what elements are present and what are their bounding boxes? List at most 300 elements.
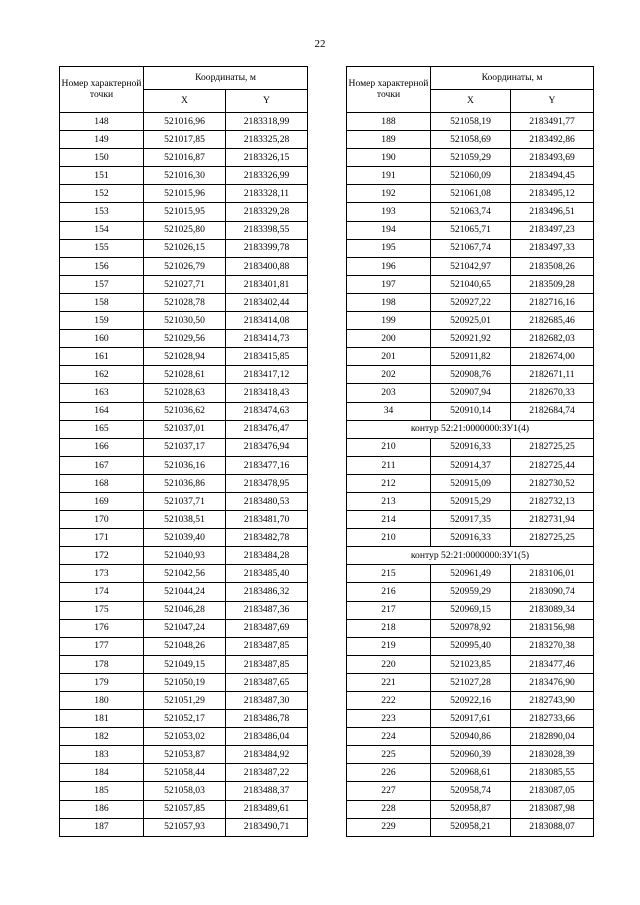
point-number-cell: 212 [347,474,431,492]
point-number-cell: 225 [347,746,431,764]
point-number-cell: 181 [60,710,144,728]
y-coordinate-cell: 2183486,04 [226,728,308,746]
table-row [347,293,594,311]
table-row [347,257,594,275]
point-number-cell: 160 [60,330,144,348]
point-number-cell: 210 [347,529,431,547]
table-body [347,113,594,837]
y-coordinate-cell: 2183477,16 [226,456,308,474]
y-coordinate-cell: 2183270,38 [511,637,594,655]
point-number-cell: 155 [60,239,144,257]
point-number-cell: 229 [347,818,431,836]
y-coordinate-cell: 2183476,90 [511,673,594,691]
table-row [347,167,594,185]
x-coordinate-cell: 520940,86 [431,728,511,746]
y-coordinate-cell: 2183487,85 [226,637,308,655]
x-coordinate-cell: 520958,87 [431,800,511,818]
y-coordinate-cell: 2183488,37 [226,782,308,800]
point-number-cell: 163 [60,384,144,402]
y-coordinate-cell: 2182716,16 [511,293,594,311]
table-row [60,330,308,348]
point-number-cell: 227 [347,782,431,800]
x-header: X [431,90,511,113]
point-number-cell: 216 [347,583,431,601]
table-row [347,601,594,619]
table-row [60,782,308,800]
point-number-cell: 188 [347,113,431,131]
point-number-cell: 179 [60,673,144,691]
table-row [347,384,594,402]
x-coordinate-cell: 521030,50 [144,312,226,330]
point-number-cell: 182 [60,728,144,746]
y-coordinate-cell: 2183414,73 [226,330,308,348]
y-coordinate-cell: 2183478,95 [226,474,308,492]
table-row [60,692,308,710]
y-coordinate-cell: 2183106,01 [511,565,594,583]
x-coordinate-cell: 521050,19 [144,673,226,691]
point-number-cell: 226 [347,764,431,782]
point-number-cell: 149 [60,131,144,149]
table-row [60,637,308,655]
table-row [60,492,308,510]
table-row [60,312,308,330]
table-row [347,203,594,221]
table-row [60,203,308,221]
table-row [347,710,594,728]
table-row [60,601,308,619]
y-coordinate-cell: 2183497,23 [511,221,594,239]
y-coordinate-cell: 2183486,32 [226,583,308,601]
x-coordinate-cell: 520911,82 [431,348,511,366]
point-number-cell: 185 [60,782,144,800]
table-row [60,474,308,492]
table-row [347,692,594,710]
y-coordinate-cell: 2183482,78 [226,529,308,547]
coordinates-table-left [59,66,308,837]
x-coordinate-cell: 521026,79 [144,257,226,275]
y-header: Y [511,90,594,113]
point-number-cell: 193 [347,203,431,221]
table-row [60,710,308,728]
y-coordinate-cell: 2183485,40 [226,565,308,583]
table-row [60,746,308,764]
table-row [60,529,308,547]
x-coordinate-cell: 520914,37 [431,456,511,474]
table-row [347,673,594,691]
page-number: 22 [314,38,326,50]
y-coordinate-cell: 2183487,85 [226,655,308,673]
point-number-cell: 222 [347,692,431,710]
x-coordinate-cell: 520915,29 [431,492,511,510]
point-number-cell: 183 [60,746,144,764]
y-coordinate-cell: 2182725,25 [511,529,594,547]
contour-row [347,420,594,438]
table-row [60,384,308,402]
table-row [347,402,594,420]
x-coordinate-cell: 521027,28 [431,673,511,691]
x-coordinate-cell: 521027,71 [144,275,226,293]
table-row [60,221,308,239]
table-row [347,366,594,384]
x-coordinate-cell: 521042,56 [144,565,226,583]
table-row [60,149,308,167]
point-number-cell: 199 [347,312,431,330]
table-row [60,293,308,311]
table-row [347,492,594,510]
y-coordinate-cell: 2183487,65 [226,673,308,691]
point-number-header: Номер характерной точки [60,67,144,113]
x-coordinate-cell: 520922,16 [431,692,511,710]
y-coordinate-cell: 2183156,98 [511,619,594,637]
table-row [347,782,594,800]
x-coordinate-cell: 521059,29 [431,149,511,167]
point-number-cell: 203 [347,384,431,402]
table-row [347,746,594,764]
x-coordinate-cell: 521026,15 [144,239,226,257]
point-number-cell: 224 [347,728,431,746]
y-coordinate-cell: 2183328,11 [226,185,308,203]
x-coordinate-cell: 520978,92 [431,619,511,637]
table-row [347,474,594,492]
y-coordinate-cell: 2183326,15 [226,149,308,167]
table-row [347,149,594,167]
x-coordinate-cell: 520917,35 [431,511,511,529]
table-row [347,113,594,131]
x-coordinate-cell: 521025,80 [144,221,226,239]
point-number-cell: 202 [347,366,431,384]
coordinates-header: Координаты, м [144,67,308,90]
table-row [347,456,594,474]
x-coordinate-cell: 520995,40 [431,637,511,655]
x-coordinate-cell: 520916,33 [431,529,511,547]
x-coordinate-cell: 521037,17 [144,438,226,456]
point-number-cell: 215 [347,565,431,583]
table-row [60,420,308,438]
point-number-cell: 171 [60,529,144,547]
x-coordinate-cell: 521052,17 [144,710,226,728]
table-row [60,655,308,673]
y-coordinate-cell: 2183087,98 [511,800,594,818]
x-coordinate-cell: 521040,65 [431,275,511,293]
point-number-cell: 148 [60,113,144,131]
point-number-cell: 168 [60,474,144,492]
table-row [60,348,308,366]
point-number-cell: 187 [60,818,144,836]
y-coordinate-cell: 2183486,78 [226,710,308,728]
y-coordinate-cell: 2183487,30 [226,692,308,710]
table-row [347,800,594,818]
y-coordinate-cell: 2183481,70 [226,511,308,529]
coordinates-header: Координаты, м [431,67,594,90]
x-coordinate-cell: 521016,96 [144,113,226,131]
point-number-header: Номер характерной точки [347,67,431,113]
y-coordinate-cell: 2183401,81 [226,275,308,293]
x-coordinate-cell: 521028,78 [144,293,226,311]
y-coordinate-cell: 2183402,44 [226,293,308,311]
table-row [60,402,308,420]
table-row [60,511,308,529]
x-coordinate-cell: 521058,69 [431,131,511,149]
x-coordinate-cell: 521037,01 [144,420,226,438]
point-number-cell: 211 [347,456,431,474]
y-coordinate-cell: 2183477,46 [511,655,594,673]
table-row [347,239,594,257]
x-coordinate-cell: 521057,93 [144,818,226,836]
table-row [60,438,308,456]
x-coordinate-cell: 520959,29 [431,583,511,601]
point-number-cell: 176 [60,619,144,637]
x-coordinate-cell: 521039,40 [144,529,226,547]
point-number-cell: 154 [60,221,144,239]
y-coordinate-cell: 2183326,99 [226,167,308,185]
point-number-cell: 191 [347,167,431,185]
y-coordinate-cell: 2182671,11 [511,366,594,384]
x-coordinate-cell: 521015,96 [144,185,226,203]
x-coordinate-cell: 521067,74 [431,239,511,257]
x-coordinate-cell: 520958,74 [431,782,511,800]
x-coordinate-cell: 521040,93 [144,547,226,565]
point-number-cell: 152 [60,185,144,203]
x-coordinate-cell: 521061,08 [431,185,511,203]
x-coordinate-cell: 520915,09 [431,474,511,492]
x-coordinate-cell: 521057,85 [144,800,226,818]
x-coordinate-cell: 521015,95 [144,203,226,221]
y-coordinate-cell: 2182682,03 [511,330,594,348]
table-row [60,800,308,818]
x-coordinate-cell: 521028,63 [144,384,226,402]
x-coordinate-cell: 521036,62 [144,402,226,420]
x-coordinate-cell: 520961,49 [431,565,511,583]
table-row [347,221,594,239]
point-number-cell: 190 [347,149,431,167]
point-number-cell: 177 [60,637,144,655]
point-number-cell: 167 [60,456,144,474]
table-row [60,764,308,782]
x-coordinate-cell: 521036,86 [144,474,226,492]
point-number-cell: 194 [347,221,431,239]
y-coordinate-cell: 2182674,00 [511,348,594,366]
y-coordinate-cell: 2183480,53 [226,492,308,510]
point-number-cell: 189 [347,131,431,149]
y-coordinate-cell: 2183491,77 [511,113,594,131]
table-row [347,330,594,348]
table-row [60,185,308,203]
x-coordinate-cell: 521060,09 [431,167,511,185]
x-coordinate-cell: 521063,74 [431,203,511,221]
point-number-cell: 162 [60,366,144,384]
table-row [347,312,594,330]
x-coordinate-cell: 520916,33 [431,438,511,456]
y-coordinate-cell: 2183028,39 [511,746,594,764]
table-row [347,348,594,366]
point-number-cell: 184 [60,764,144,782]
y-coordinate-cell: 2182730,52 [511,474,594,492]
y-coordinate-cell: 2183325,28 [226,131,308,149]
x-coordinate-cell: 520925,01 [431,312,511,330]
y-coordinate-cell: 2183493,69 [511,149,594,167]
y-coordinate-cell: 2183089,34 [511,601,594,619]
point-number-cell: 156 [60,257,144,275]
y-coordinate-cell: 2183476,94 [226,438,308,456]
x-coordinate-cell: 521053,02 [144,728,226,746]
y-coordinate-cell: 2183487,69 [226,619,308,637]
table-row [60,131,308,149]
x-coordinate-cell: 521046,28 [144,601,226,619]
contour-label: контур 52:21:0000000:ЗУ1(5) [347,547,594,565]
x-coordinate-cell: 521058,19 [431,113,511,131]
point-number-cell: 153 [60,203,144,221]
y-coordinate-cell: 2183398,55 [226,221,308,239]
table-row [347,529,594,547]
table-row [347,764,594,782]
y-coordinate-cell: 2183087,05 [511,782,594,800]
x-coordinate-cell: 521058,44 [144,764,226,782]
table-row [347,655,594,673]
x-coordinate-cell: 521017,85 [144,131,226,149]
point-number-cell: 223 [347,710,431,728]
x-coordinate-cell: 521028,94 [144,348,226,366]
table-body [60,113,308,837]
table-row [60,583,308,601]
y-coordinate-cell: 2182684,74 [511,402,594,420]
y-coordinate-cell: 2183484,28 [226,547,308,565]
point-number-cell: 180 [60,692,144,710]
point-number-cell: 159 [60,312,144,330]
point-number-cell: 214 [347,511,431,529]
table-row [347,818,594,836]
point-number-cell: 165 [60,420,144,438]
table-row [347,619,594,637]
point-number-cell: 217 [347,601,431,619]
table-row [60,619,308,637]
y-coordinate-cell: 2182670,33 [511,384,594,402]
y-coordinate-cell: 2183088,07 [511,818,594,836]
y-coordinate-cell: 2183474,63 [226,402,308,420]
point-number-cell: 196 [347,257,431,275]
point-number-cell: 192 [347,185,431,203]
y-coordinate-cell: 2182725,44 [511,456,594,474]
y-coordinate-cell: 2183329,28 [226,203,308,221]
y-coordinate-cell: 2183495,12 [511,185,594,203]
point-number-cell: 174 [60,583,144,601]
point-number-cell: 169 [60,492,144,510]
y-coordinate-cell: 2182743,90 [511,692,594,710]
x-coordinate-cell: 521053,87 [144,746,226,764]
y-coordinate-cell: 2182685,46 [511,312,594,330]
contour-label: контур 52:21:0000000:ЗУ1(4) [347,420,594,438]
y-coordinate-cell: 2183085,55 [511,764,594,782]
table-row [347,511,594,529]
table-row [347,131,594,149]
y-header: Y [226,90,308,113]
point-number-cell: 166 [60,438,144,456]
x-coordinate-cell: 520910,14 [431,402,511,420]
x-coordinate-cell: 521047,24 [144,619,226,637]
x-coordinate-cell: 521023,85 [431,655,511,673]
table-row [347,438,594,456]
y-coordinate-cell: 2183509,28 [511,275,594,293]
point-number-cell: 197 [347,275,431,293]
x-coordinate-cell: 521048,26 [144,637,226,655]
point-number-cell: 195 [347,239,431,257]
x-coordinate-cell: 521037,71 [144,492,226,510]
point-number-cell: 150 [60,149,144,167]
table-row [347,275,594,293]
point-number-cell: 161 [60,348,144,366]
y-coordinate-cell: 2183476,47 [226,420,308,438]
y-coordinate-cell: 2183400,88 [226,257,308,275]
x-coordinate-cell: 521051,29 [144,692,226,710]
x-coordinate-cell: 520960,39 [431,746,511,764]
point-number-cell: 173 [60,565,144,583]
y-coordinate-cell: 2182890,04 [511,728,594,746]
table-row [347,185,594,203]
x-coordinate-cell: 521049,15 [144,655,226,673]
y-coordinate-cell: 2183494,45 [511,167,594,185]
y-coordinate-cell: 2183417,12 [226,366,308,384]
y-coordinate-cell: 2183497,33 [511,239,594,257]
point-number-cell: 213 [347,492,431,510]
x-coordinate-cell: 520969,15 [431,601,511,619]
coordinates-table-right [346,66,594,837]
x-coordinate-cell: 520917,61 [431,710,511,728]
y-coordinate-cell: 2183415,85 [226,348,308,366]
table-row [347,565,594,583]
x-coordinate-cell: 521065,71 [431,221,511,239]
point-number-cell: 210 [347,438,431,456]
x-coordinate-cell: 520908,76 [431,366,511,384]
x-coordinate-cell: 521016,87 [144,149,226,167]
table-row [347,583,594,601]
table-row [347,637,594,655]
point-number-cell: 172 [60,547,144,565]
point-number-cell: 178 [60,655,144,673]
x-coordinate-cell: 520907,94 [431,384,511,402]
x-header: X [144,90,226,113]
x-coordinate-cell: 520921,92 [431,330,511,348]
y-coordinate-cell: 2183090,74 [511,583,594,601]
y-coordinate-cell: 2183487,36 [226,601,308,619]
point-number-cell: 157 [60,275,144,293]
point-number-cell: 218 [347,619,431,637]
table-row [60,113,308,131]
point-number-cell: 201 [347,348,431,366]
contour-row [347,547,594,565]
x-coordinate-cell: 520927,22 [431,293,511,311]
table-row [347,728,594,746]
table-row [60,239,308,257]
point-number-cell: 151 [60,167,144,185]
point-number-cell: 228 [347,800,431,818]
x-coordinate-cell: 520958,21 [431,818,511,836]
point-number-cell: 170 [60,511,144,529]
y-coordinate-cell: 2183399,78 [226,239,308,257]
point-number-cell: 220 [347,655,431,673]
x-coordinate-cell: 521058,03 [144,782,226,800]
table-row [60,728,308,746]
point-number-cell: 164 [60,402,144,420]
y-coordinate-cell: 2183492,86 [511,131,594,149]
table-row [60,456,308,474]
x-coordinate-cell: 521016,30 [144,167,226,185]
y-coordinate-cell: 2182732,13 [511,492,594,510]
point-number-cell: 186 [60,800,144,818]
table-row [60,565,308,583]
table-row [60,167,308,185]
table-row [60,257,308,275]
table-row [60,818,308,836]
point-number-cell: 221 [347,673,431,691]
